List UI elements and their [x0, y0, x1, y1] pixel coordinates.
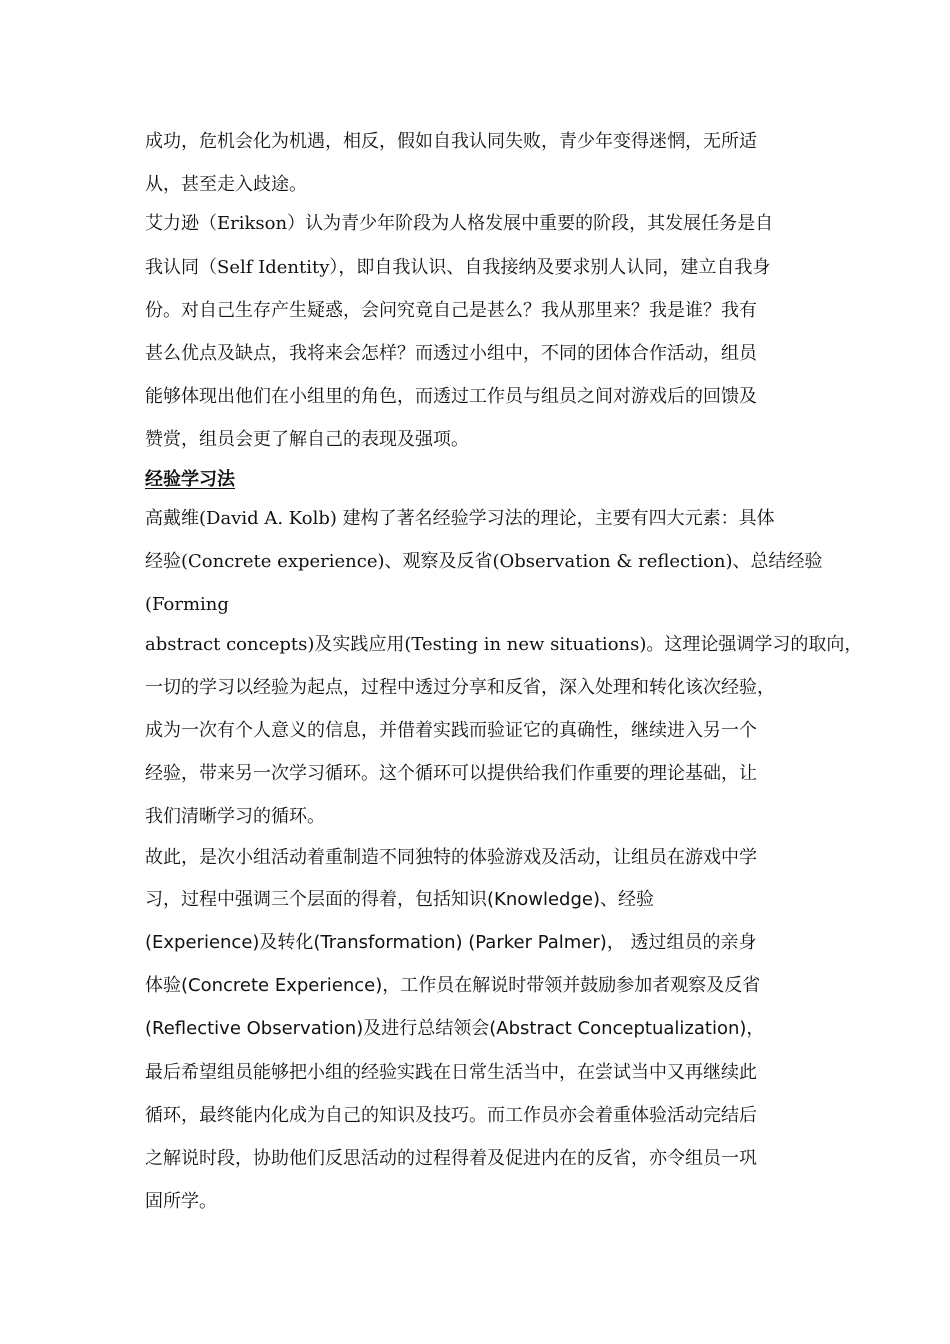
text-line: 从，甚至走入歧途。: [145, 174, 307, 195]
text-line: 能够体现出他们在小组里的角色，而透过工作员与组员之间对游戏后的回馈及: [145, 386, 757, 407]
text-line: 一切的学习以经验为起点，过程中透过分享和反省，深入处理和转化该次经验，: [145, 677, 775, 698]
section-heading: 经验学习法: [145, 469, 235, 490]
text-line: 艾力逊（Erikson）认为青少年阶段为人格发展中重要的阶段，其发展任务是自: [145, 213, 774, 234]
text-line: 甚么优点及缺点，我将来会怎样？而透过小组中，不同的团体合作活动，组员: [145, 343, 757, 364]
text-line: 成为一次有个人意义的信息，并借着实践而验证它的真确性，继续进入另一个: [145, 720, 757, 741]
text-line: abstract concepts)及实践应用(Testing in new situations)。这理论强调学习的取向，: [145, 634, 863, 655]
text-line: 份。对自己生存产生疑惑，会问究竟自己是甚么？我从那里来？我是谁？我有: [145, 300, 757, 321]
text-line: 最后希望组员能够把小组的经验实践在日常生活当中，在尝试当中又再继续此: [145, 1062, 757, 1083]
text-line: 之解说时段，协助他们反思活动的过程得着及促进内在的反省，亦令组员一巩: [145, 1148, 757, 1169]
text-line: (Forming: [145, 594, 229, 615]
text-line: 经验(Concrete experience)、观察及反省(Observation & reflection)、总结经验: [145, 551, 823, 572]
text-line: 我认同（Self Identity），即自我认识、自我接纳及要求别人认同，建立自我身: [145, 257, 771, 278]
text-line: (Experience)及转化(Transformation) (Parker Palmer)， 透过组员的亲身: [145, 932, 757, 953]
text-line: 故此，是次小组活动着重制造不同独特的体验游戏及活动，让组员在游戏中学: [145, 847, 757, 868]
text-line: 固所学。: [145, 1191, 217, 1212]
text-line: 成功，危机会化为机遇，相反，假如自我认同失败，青少年变得迷惘，无所适: [145, 131, 757, 152]
text-line: 赞赏，组员会更了解自己的表现及强项。: [145, 429, 469, 450]
text-line: 高戴维(David A. Kolb) 建构了著名经验学习法的理论，主要有四大元素：具体: [145, 508, 775, 529]
text-line: 习，过程中强调三个层面的得着，包括知识(Knowledge)、经验: [145, 889, 654, 910]
text-line: 经验，带来另一次学习循环。这个循环可以提供给我们作重要的理论基础，让: [145, 763, 757, 784]
text-line: 循环，最终能内化成为自己的知识及技巧。而工作员亦会着重体验活动完结后: [145, 1105, 757, 1126]
text-line: 体验(Concrete Experience)，工作员在解说时带领并鼓励参加者观察及反省: [145, 975, 761, 996]
text-line: (Reflective Observation)及进行总结领会(Abstract Conceptualization)，: [145, 1018, 765, 1039]
text-line: 我们清晰学习的循环。: [145, 806, 325, 827]
